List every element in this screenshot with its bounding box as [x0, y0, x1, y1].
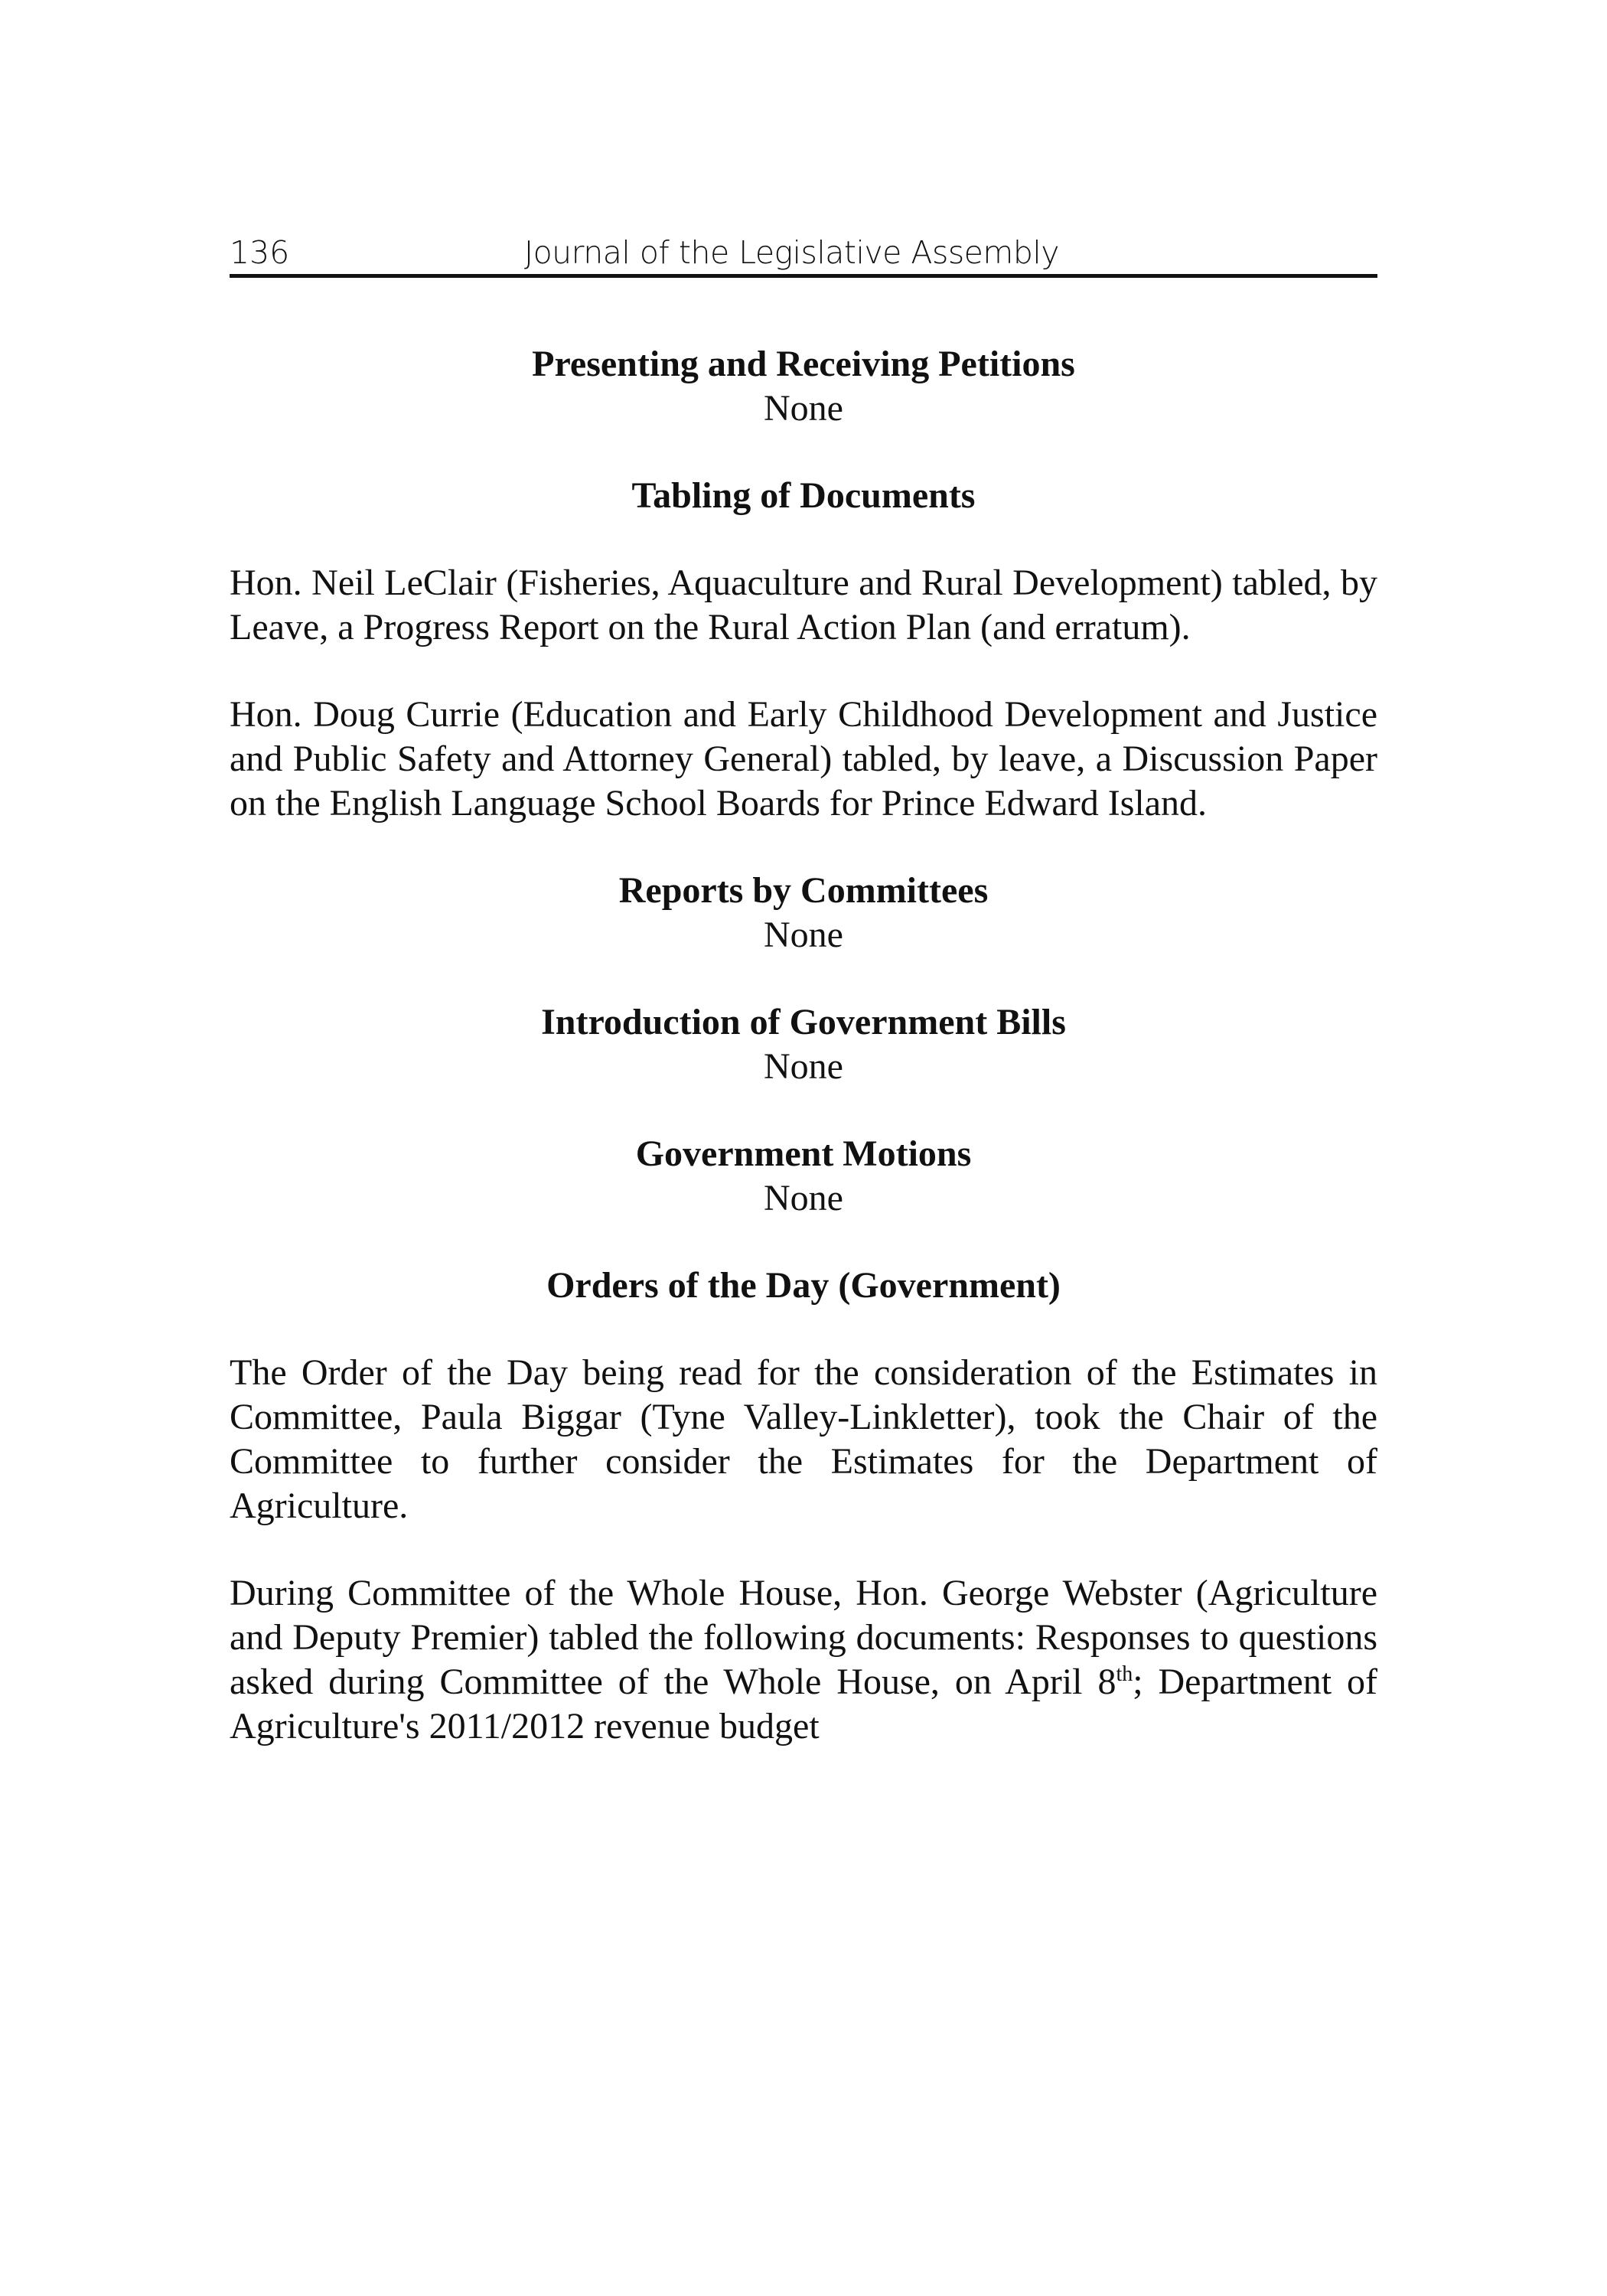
ordinal-suffix: th — [1116, 1662, 1133, 1686]
orders-paragraph: The Order of the Day being read for the consideration of the Estimates in Committee, Paula Biggar (Tyne Valley-Linkletter), took the Chair of the Committee to further consider the Estimates for the Department of Agriculture. — [230, 1352, 1377, 1526]
journal-title: Journal of the Legislative Assembly — [524, 234, 1060, 271]
journal-page — [230, 230, 1377, 1749]
orders-paragraph-tabled-documents — [230, 1571, 1377, 1749]
government-motions-section — [230, 1132, 1377, 1221]
page-number: 136 — [230, 234, 290, 271]
orders-of-day-heading: Orders of the Day (Government) — [546, 1265, 1061, 1306]
government-bills-heading: Introduction of Government Bills — [541, 1002, 1066, 1042]
petitions-heading: Presenting and Receiving Petitions — [532, 344, 1075, 384]
government-bills-value: None — [764, 1046, 843, 1087]
tabling-paragraph: Hon. Neil LeClair (Fisheries, Aquaculture and Rural Development) tabled, by Leave, a Progress Report on the Rural Action Plan (and erratum). — [230, 563, 1377, 647]
tabling-heading: Tabling of Documents — [631, 475, 976, 516]
tabling-paragraph: Hon. Doug Currie (Education and Early Childhood Development and Justice and Public Safety and Attorney General) tabled, by leave, a Discussion Paper on the English Language School Boards for Prince Edward Island. — [230, 694, 1377, 823]
government-bills-section — [230, 1000, 1377, 1089]
government-motions-value: None — [764, 1178, 843, 1218]
tabling-section — [230, 474, 1377, 518]
petitions-section — [230, 342, 1377, 431]
running-header — [230, 230, 1377, 278]
committee-reports-heading: Reports by Committees — [618, 870, 989, 911]
committee-reports-value: None — [764, 915, 843, 955]
government-motions-heading: Government Motions — [635, 1133, 972, 1174]
orders-paragraph-text: During Committee of the Whole House, Hon. George Webster (Agriculture and Deputy Premier) tabled the following documents: Responses to questions asked during Committee of the Whole House, on April 8 — [230, 1573, 1377, 1702]
committee-reports-section — [230, 869, 1377, 957]
orders-of-day-section — [230, 1264, 1377, 1308]
orders-paragraph-text-continued: ; Department of Agriculture's 2011/2012 revenue budget — [230, 1662, 1378, 1746]
journal-body — [230, 342, 1377, 1749]
petitions-value: None — [764, 388, 843, 429]
